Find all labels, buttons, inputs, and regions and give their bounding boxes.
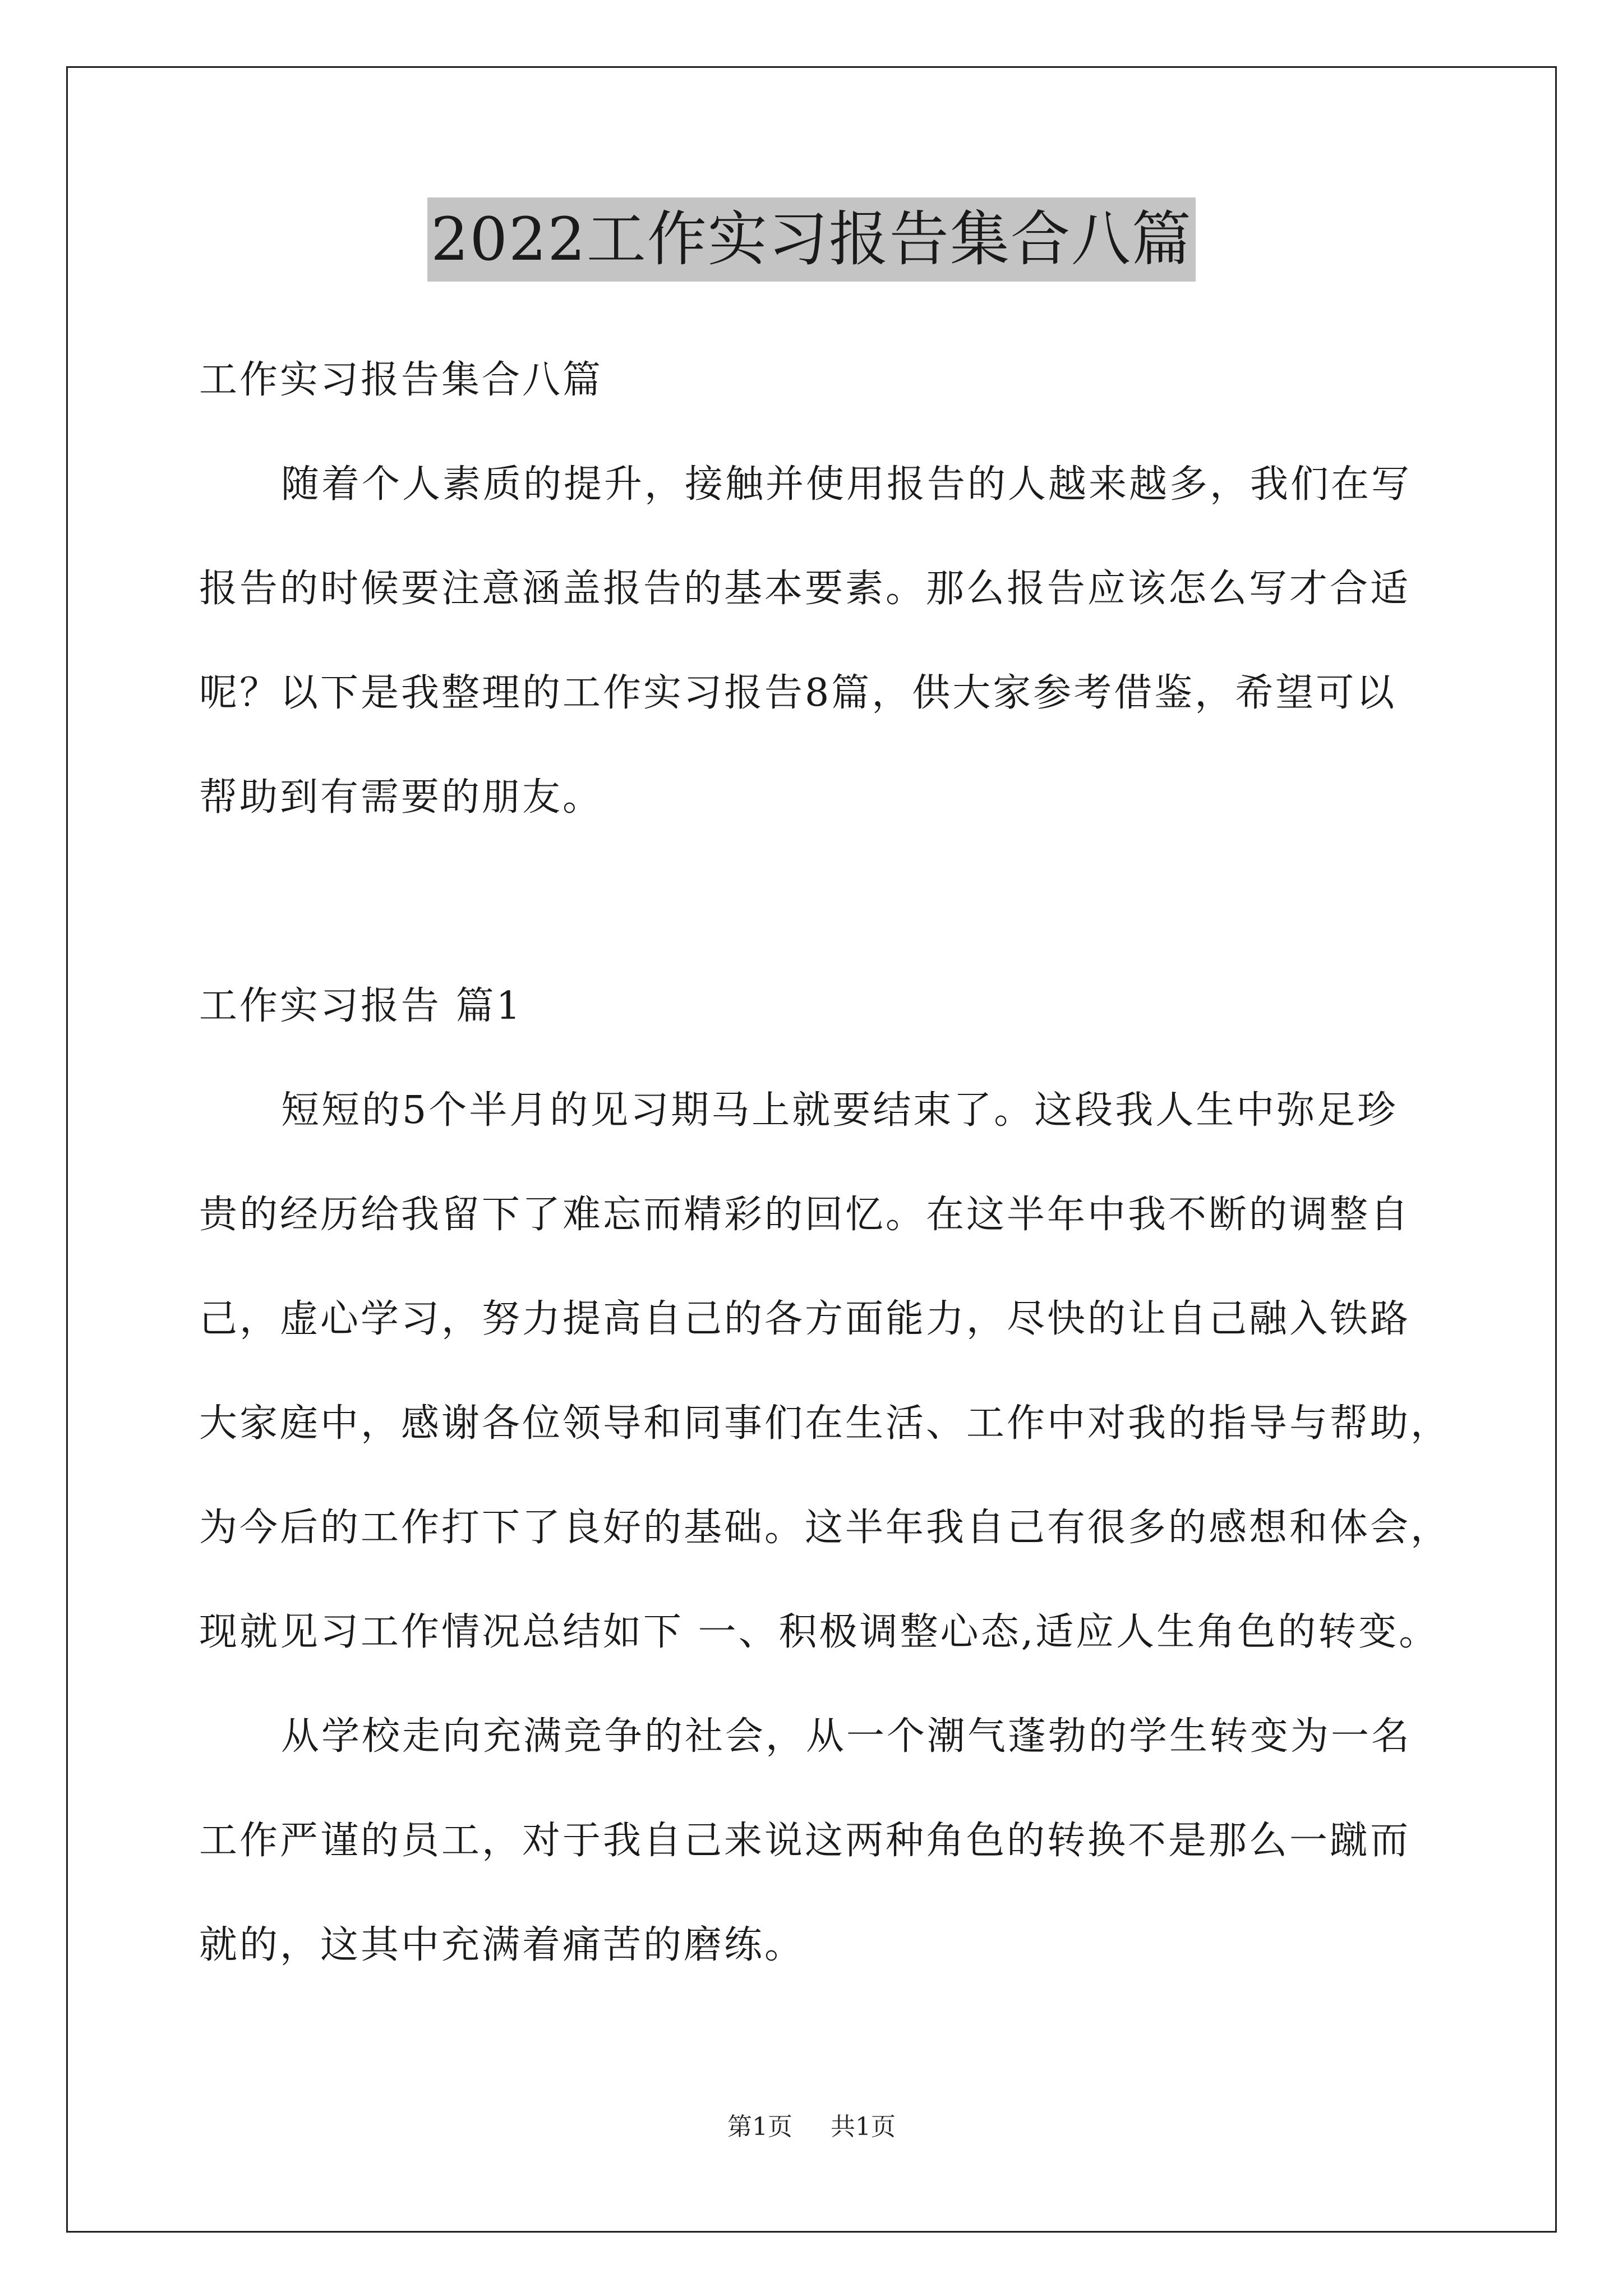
document-title: 2022工作实习报告集合八篇 — [427, 197, 1196, 282]
document-body — [199, 328, 1451, 1998]
text-line: 现就见习工作情况总结如下 一、积极调整心态,适应人生角色的转变。 — [199, 1610, 1440, 1654]
section-heading: 工作实习报告 篇1 — [199, 984, 523, 1028]
paragraph-gap — [199, 850, 1433, 954]
text-line: 工作严谨的员工，对于我自己来说这两种角色的转换不是那么一蹴而 — [199, 1819, 1411, 1863]
text-line: 就的，这其中充满着痛苦的磨练。 — [199, 1923, 805, 1967]
text-line: 为今后的工作打下了良好的基础。这半年我自己有很多的感想和体会， — [199, 1506, 1451, 1550]
text-line: 随着个人素质的提升，接触并使用报告的人越来越多，我们在写 — [281, 462, 1412, 507]
page-footer — [0, 2110, 1623, 2144]
text-line: 报告的时候要注意涵盖报告的基本要素。那么报告应该怎么写才合适 — [199, 567, 1411, 611]
text-line: 贵的经历给我留下了难忘而精彩的回忆。在这半年中我不断的调整自 — [199, 1193, 1411, 1237]
document-subtitle: 工作实习报告集合八篇 — [199, 358, 603, 402]
text-line: 呢？以下是我整理的工作实习报告8篇，供大家参考借鉴，希望可以 — [199, 671, 1397, 715]
page-number-total: 共1页 — [831, 2113, 896, 2141]
body-paragraph-1 — [199, 1059, 1451, 1685]
text-line: 帮助到有需要的朋友。 — [199, 775, 603, 820]
text-line: 从学校走向充满竞争的社会，从一个潮气蓬勃的学生转变为一名 — [281, 1714, 1412, 1759]
text-line: 短短的5个半月的见习期马上就要结束了。这段我人生中弥足珍 — [281, 1088, 1398, 1133]
text-line: 己，虚心学习，努力提高自己的各方面能力，尽快的让自己融入铁路 — [199, 1297, 1411, 1341]
text-line: 大家庭中，感谢各位领导和同事们在生活、工作中对我的指导与帮助， — [199, 1401, 1451, 1446]
intro-paragraph — [199, 432, 1433, 850]
title-container — [0, 197, 1623, 282]
page-number-current: 第1页 — [727, 2113, 792, 2141]
body-paragraph-2 — [199, 1685, 1433, 1998]
